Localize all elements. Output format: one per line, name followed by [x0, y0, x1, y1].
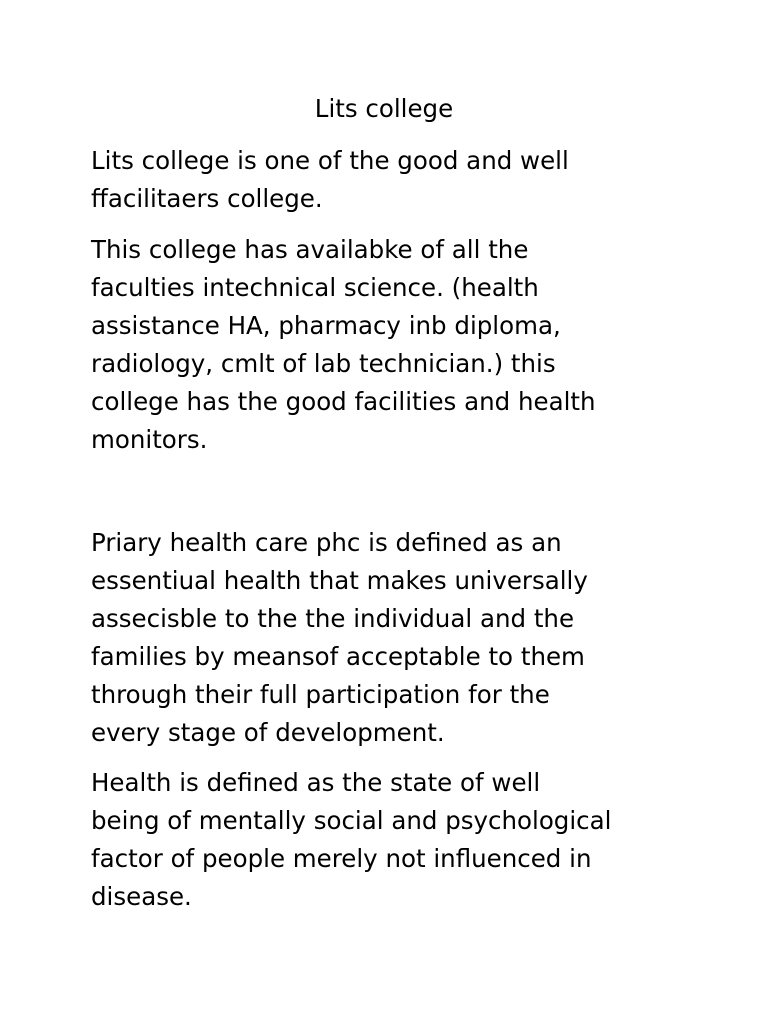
- paragraph-line: factor of people merely not influenced in: [91, 844, 592, 873]
- paragraph-line: Priary health care phc is defined as an: [91, 528, 562, 557]
- paragraph-line: assecisble to the the individual and the: [91, 604, 575, 633]
- paragraph-health: [91, 764, 691, 916]
- paragraph-line: assistance HA, pharmacy inb diploma,: [91, 311, 561, 340]
- paragraph-line: through their full participation for the: [91, 680, 550, 709]
- paragraph-line: every stage of development.: [91, 718, 445, 747]
- document-title: Lits college: [314, 94, 454, 123]
- paragraph-line: essentiual health that makes universally: [91, 566, 588, 595]
- paragraph-line: This college has availabke of all the: [91, 235, 529, 264]
- paragraph-phc: [91, 524, 691, 752]
- paragraph-faculties: [91, 231, 691, 459]
- paragraph-line: families by meansof acceptable to them: [91, 642, 585, 671]
- paragraph-line: college has the good facilities and health: [91, 387, 596, 416]
- paragraph-line: monitors.: [91, 425, 208, 454]
- paragraph-line: disease.: [91, 882, 192, 911]
- paragraph-line: Lits college is one of the good and well: [91, 146, 569, 175]
- paragraph-line: Health is defined as the state of well: [91, 768, 541, 797]
- paragraph-line: ffacilitaers college.: [91, 184, 323, 213]
- paragraph-line: being of mentally social and psychological: [91, 806, 612, 835]
- paragraph-line: radiology, cmlt of lab technician.) this: [91, 349, 556, 378]
- paragraph-line: faculties intechnical science. (health: [91, 273, 539, 302]
- paragraph-intro: [91, 142, 691, 218]
